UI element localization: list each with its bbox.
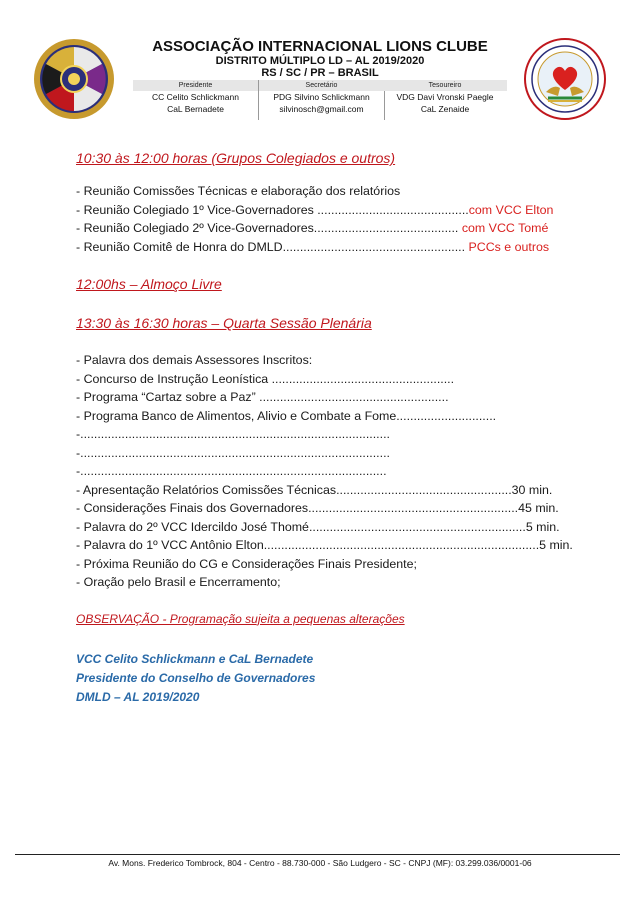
officers-table: [133, 80, 507, 120]
plenary-heading: 13:30 às 16:30 horas – Quarta Sessão Plenária: [76, 315, 372, 331]
plenary-item: - Considerações Finais dos Governadores.............................................................45 min.: [76, 501, 559, 515]
signature-district: DMLD – AL 2019/2020: [76, 689, 200, 704]
agenda-item-responsible: com VCC Elton: [468, 202, 554, 217]
plenary-item: - Palavra do 1º VCC Antônio Elton................................................................................5 min.: [76, 538, 573, 552]
agenda-item-responsible: com VCC Tomé: [458, 221, 549, 235]
agenda-content: [76, 150, 616, 707]
officer-name: VDG Davi Vronski Paegle: [396, 92, 494, 102]
plenary-item: - Programa Banco de Alimentos, Alivio e Combate a Fome.............................: [76, 408, 497, 423]
agenda-item-text: - Reunião Comitê de Honra do DMLD.....................................................: [76, 239, 466, 254]
plenary-item-blank: -..........................................................................................: [76, 445, 390, 460]
states-subtitle: RS / SC / PR – BRASIL: [261, 67, 379, 79]
council-logo-right: [524, 38, 606, 120]
session-time-heading: 10:30 às 12:00 horas (Grupos Colegiados e outros): [76, 150, 396, 166]
observation-text: OBSERVAÇÃO - Programação sujeita a pequenas alterações: [76, 611, 405, 626]
plenary-item: - Palavra do 2º VCC Idercildo José Thomé...............................................................5 min.: [76, 519, 560, 534]
officer-role: Tesoureiro: [383, 80, 507, 91]
officer-partner: CaL Bernadete: [167, 104, 224, 114]
section-header-3: [76, 315, 616, 351]
officer-secretary: [258, 80, 385, 120]
agenda-item-text: - Reunião Colegiado 1º Vice-Governadores ............................................: [76, 202, 469, 217]
signature-name: VCC Celito Schlickmann e CaL Bernadete: [76, 651, 314, 666]
signature-role: Presidente do Conselho de Governadores: [76, 670, 316, 685]
agenda-item: [76, 238, 616, 257]
officer-role: Secretário: [259, 80, 384, 91]
organization-title: ASSOCIAÇÃO INTERNACIONAL LIONS CLUBE: [152, 38, 488, 55]
agenda-item: [76, 201, 616, 220]
plenary-item: - Oração pelo Brasil e Encerramento;: [76, 575, 281, 589]
agenda-item-responsible: PCCs e outros: [465, 239, 550, 254]
officer-name: CC Celito Schlickmann: [152, 92, 239, 102]
footer-divider: [15, 854, 620, 855]
plenary-item: - Palavra dos demais Assessores Inscritos:: [76, 353, 313, 367]
lions-logo-left: [33, 38, 115, 120]
plenary-item: - Próxima Reunião do CG e Considerações Finais Presidente;: [76, 556, 417, 571]
plenary-item: - Apresentação Relatórios Comissões Técnicas...................................................30 min.: [76, 482, 553, 497]
officer-president: [133, 80, 258, 120]
plenary-item-blank: -.........................................................................................: [76, 464, 387, 478]
section-header-1: [76, 150, 616, 182]
section-header-2: [76, 276, 616, 315]
officer-role: Presidente: [133, 80, 258, 91]
agenda-item-text: - Reunião Colegiado 2º Vice-Governadores..........................................: [76, 221, 459, 235]
agenda-item: [76, 182, 616, 201]
agenda-item-text: - Reunião Comissões Técnicas e elaboração dos relatórios: [76, 184, 401, 198]
letterhead: [0, 0, 640, 130]
officer-name: PDG Silvino Schlickmann: [273, 92, 370, 102]
footer-address: Av. Mons. Frederico Tombrock, 804 - Centro - 88.730-000 - São Ludgero - SC - CNPJ (MF): 03.299.036/0001-06: [108, 858, 532, 868]
officer-email: silvinosch@gmail.com: [279, 104, 364, 114]
lunch-heading: 12:00hs – Almoço Livre: [76, 276, 222, 292]
observation-note: [76, 610, 616, 650]
district-subtitle: DISTRITO MÚLTIPLO LD – AL 2019/2020: [215, 55, 425, 67]
officer-partner: CaL Zenaide: [420, 104, 470, 114]
plenary-item-blank: -..........................................................................................: [76, 427, 390, 441]
plenary-item: - Concurso de Instrução Leonística .....................................................: [76, 371, 455, 386]
plenary-item: - Programa “Cartaz sobre a Paz” .......................................................: [76, 390, 449, 404]
agenda-item: [76, 219, 616, 238]
officer-treasurer: [383, 80, 507, 120]
